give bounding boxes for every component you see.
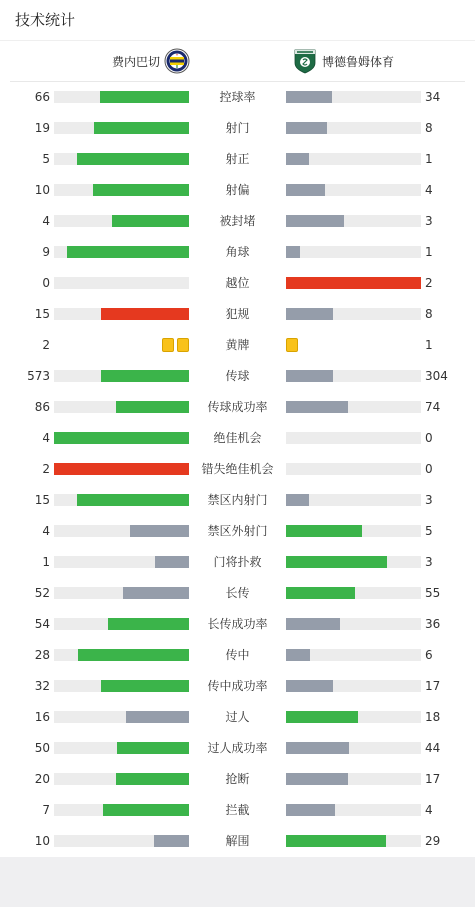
stat-label: 传球 <box>225 369 250 383</box>
home-bar-fill <box>130 525 189 537</box>
away-bar-track <box>286 91 421 103</box>
stat-row <box>0 302 475 326</box>
home-bar-fill <box>101 308 189 320</box>
away-value: 8 <box>425 121 433 135</box>
stat-label: 黄牌 <box>225 338 250 352</box>
home-bar-track <box>54 773 189 785</box>
home-value: 54 <box>34 617 50 631</box>
away-bar-fill <box>286 680 333 692</box>
home-value: 32 <box>34 679 50 693</box>
home-bar-track <box>54 525 189 537</box>
stat-label: 射正 <box>225 152 250 166</box>
home-bar-track <box>54 649 189 661</box>
home-value: 15 <box>34 307 50 321</box>
away-bar-track <box>286 370 421 382</box>
stat-row <box>0 147 475 171</box>
home-bar-fill <box>116 401 189 413</box>
home-bar-fill <box>154 835 189 847</box>
away-team-name: 博德鲁姆体育 <box>322 54 395 69</box>
away-value: 8 <box>425 307 433 321</box>
away-bar-fill <box>286 773 348 785</box>
home-bar-fill <box>155 556 189 568</box>
home-bar-fill <box>77 153 189 165</box>
home-bar-track <box>54 215 189 227</box>
home-bar-fill <box>116 773 189 785</box>
stat-label: 拦截 <box>225 803 250 817</box>
away-bar-track <box>286 246 421 258</box>
stat-row <box>0 581 475 605</box>
stat-row <box>0 457 475 481</box>
stat-label: 禁区外射门 <box>207 524 268 538</box>
away-value: 4 <box>425 183 433 197</box>
stat-label: 抢断 <box>225 772 250 786</box>
home-team-name: 费内巴切 <box>111 54 160 69</box>
stat-row <box>0 767 475 791</box>
home-bar-track <box>54 711 189 723</box>
stat-label: 禁区内射门 <box>207 493 268 507</box>
away-value: 3 <box>425 214 433 228</box>
page-title: 技术统计 <box>15 11 76 29</box>
stat-row <box>0 488 475 512</box>
home-bar-fill <box>67 246 189 258</box>
away-bar-fill <box>286 742 349 754</box>
home-value: 4 <box>42 431 50 445</box>
away-bar-fill <box>286 401 348 413</box>
away-value: 55 <box>425 586 441 600</box>
home-value: 0 <box>42 276 50 290</box>
away-bar-fill <box>286 215 344 227</box>
stat-row <box>0 271 475 295</box>
away-value: 4 <box>425 803 433 817</box>
stat-row <box>0 85 475 109</box>
stat-row <box>0 426 475 450</box>
away-value: 6 <box>425 648 433 662</box>
away-bar-fill <box>286 711 358 723</box>
stat-row <box>0 178 475 202</box>
stat-row <box>0 364 475 388</box>
home-bar-fill <box>100 91 189 103</box>
home-bar-fill <box>123 587 189 599</box>
stat-label: 越位 <box>225 276 250 290</box>
away-bar-track <box>286 556 421 568</box>
away-value: 0 <box>425 462 433 476</box>
stat-label: 解围 <box>225 834 250 848</box>
home-bar-fill <box>103 804 189 816</box>
stat-label: 长传 <box>225 586 250 600</box>
home-value: 86 <box>34 400 50 414</box>
stat-label: 射偏 <box>225 183 250 197</box>
home-value: 10 <box>34 183 50 197</box>
home-bar-fill <box>117 742 189 754</box>
stat-row <box>0 209 475 233</box>
home-value: 66 <box>34 90 50 104</box>
away-value: 2 <box>425 276 433 290</box>
away-bar-track <box>286 463 421 475</box>
away-value: 5 <box>425 524 433 538</box>
away-bar-track <box>286 680 421 692</box>
yellow-card-icon <box>162 338 174 352</box>
away-value: 1 <box>425 338 433 352</box>
stat-row <box>0 612 475 636</box>
bodrum-crest-icon <box>292 48 318 74</box>
home-bar-track <box>54 401 189 413</box>
home-value: 573 <box>27 369 50 383</box>
home-bar-track <box>54 680 189 692</box>
home-value: 20 <box>34 772 50 786</box>
home-value: 7 <box>42 803 50 817</box>
away-value: 29 <box>425 834 441 848</box>
home-bar-track <box>54 370 189 382</box>
home-bar-track <box>54 618 189 630</box>
away-bar-fill <box>286 277 421 289</box>
home-bar-fill <box>78 649 189 661</box>
home-bar-fill <box>112 215 189 227</box>
home-bar-track <box>54 804 189 816</box>
stat-row <box>0 736 475 760</box>
away-bar-fill <box>286 494 309 506</box>
yellow-card-icon <box>286 338 298 352</box>
away-value: 3 <box>425 555 433 569</box>
away-value: 36 <box>425 617 441 631</box>
home-bar-track <box>54 432 189 444</box>
away-bar-track <box>286 215 421 227</box>
home-value: 4 <box>42 524 50 538</box>
away-bar-fill <box>286 91 332 103</box>
away-value: 74 <box>425 400 441 414</box>
home-bar-track <box>54 184 189 196</box>
fenerbahce-crest-icon <box>164 48 190 74</box>
home-value: 2 <box>42 462 50 476</box>
away-bar-fill <box>286 308 333 320</box>
stat-label: 被封堵 <box>219 214 256 228</box>
home-bar-fill <box>54 463 189 475</box>
away-bar-track <box>286 153 421 165</box>
home-value: 16 <box>34 710 50 724</box>
stat-label: 错失绝佳机会 <box>201 462 274 476</box>
stat-row <box>0 643 475 667</box>
stat-row <box>0 116 475 140</box>
stat-label: 过人 <box>225 710 250 724</box>
stat-row <box>0 829 475 853</box>
away-team[interactable] <box>292 47 394 75</box>
stat-label: 控球率 <box>219 90 256 104</box>
home-value: 2 <box>42 338 50 352</box>
stat-row <box>0 550 475 574</box>
stat-row <box>0 705 475 729</box>
stat-label: 传中 <box>225 648 250 662</box>
stat-label: 传中成功率 <box>207 679 268 693</box>
home-value: 5 <box>42 152 50 166</box>
away-bar-fill <box>286 618 340 630</box>
away-bar-track <box>286 587 421 599</box>
away-bar-fill <box>286 246 300 258</box>
stat-label: 绝佳机会 <box>213 431 262 445</box>
away-bar-track <box>286 308 421 320</box>
stat-label: 传球成功率 <box>207 400 268 414</box>
away-bar-fill <box>286 556 387 568</box>
away-bar-track <box>286 122 421 134</box>
home-value: 1 <box>42 555 50 569</box>
away-bar-track <box>286 494 421 506</box>
yellow-card-icon <box>177 338 189 352</box>
home-bar-fill <box>93 184 189 196</box>
home-value: 10 <box>34 834 50 848</box>
away-bar-track <box>286 184 421 196</box>
away-bar-track <box>286 742 421 754</box>
stat-row <box>0 519 475 543</box>
away-bar-track <box>286 804 421 816</box>
stat-label: 过人成功率 <box>207 741 268 755</box>
home-bar-fill <box>77 494 189 506</box>
away-bar-fill <box>286 804 335 816</box>
away-value: 17 <box>425 772 441 786</box>
away-bar-track <box>286 773 421 785</box>
away-bar-track <box>286 835 421 847</box>
away-bar-fill <box>286 835 386 847</box>
home-bar-fill <box>126 711 189 723</box>
home-bar-track <box>54 494 189 506</box>
stat-label: 犯规 <box>225 307 250 321</box>
away-bar-track <box>286 618 421 630</box>
home-bar-track <box>54 835 189 847</box>
away-bar-fill <box>286 587 355 599</box>
home-bar-track <box>54 122 189 134</box>
home-bar-fill <box>108 618 189 630</box>
stat-row <box>0 240 475 264</box>
home-bar-track <box>54 91 189 103</box>
home-bar-track <box>54 277 189 289</box>
away-bar-fill <box>286 122 327 134</box>
stat-row <box>0 798 475 822</box>
stat-label: 长传成功率 <box>207 617 268 631</box>
away-bar-track <box>286 649 421 661</box>
away-value: 3 <box>425 493 433 507</box>
home-value: 19 <box>34 121 50 135</box>
home-value: 15 <box>34 493 50 507</box>
home-bar-fill <box>54 432 189 444</box>
away-bar-fill <box>286 184 325 196</box>
home-value: 52 <box>34 586 50 600</box>
home-bar-track <box>54 246 189 258</box>
home-bar-track <box>54 587 189 599</box>
home-value: 50 <box>34 741 50 755</box>
away-value: 1 <box>425 245 433 259</box>
away-bar-fill <box>286 525 362 537</box>
away-value: 18 <box>425 710 441 724</box>
home-value: 28 <box>34 648 50 662</box>
stat-label: 门将扑救 <box>213 555 262 569</box>
divider <box>10 81 465 82</box>
home-value: 9 <box>42 245 50 259</box>
away-value: 0 <box>425 431 433 445</box>
away-bar-track <box>286 277 421 289</box>
away-bar-track <box>286 401 421 413</box>
stat-label: 角球 <box>225 245 250 259</box>
away-value: 44 <box>425 741 441 755</box>
team-header <box>0 41 475 81</box>
away-bar-track <box>286 711 421 723</box>
home-bar-track <box>54 153 189 165</box>
home-bar-fill <box>101 680 189 692</box>
home-bar-fill <box>101 370 189 382</box>
home-team[interactable] <box>112 47 190 75</box>
away-bar-track <box>286 432 421 444</box>
away-value: 17 <box>425 679 441 693</box>
away-value: 304 <box>425 369 448 383</box>
away-bar-track <box>286 525 421 537</box>
stat-label: 射门 <box>225 121 250 135</box>
stat-row <box>0 395 475 419</box>
away-value: 1 <box>425 152 433 166</box>
stat-row <box>0 674 475 698</box>
home-bar-track <box>54 742 189 754</box>
away-bar-fill <box>286 370 333 382</box>
home-bar-track <box>54 556 189 568</box>
home-bar-track <box>54 308 189 320</box>
away-bar-fill <box>286 649 310 661</box>
home-bar-fill <box>94 122 189 134</box>
stat-row <box>0 333 475 357</box>
home-value: 4 <box>42 214 50 228</box>
home-bar-track <box>54 463 189 475</box>
away-value: 34 <box>425 90 441 104</box>
away-bar-fill <box>286 153 309 165</box>
